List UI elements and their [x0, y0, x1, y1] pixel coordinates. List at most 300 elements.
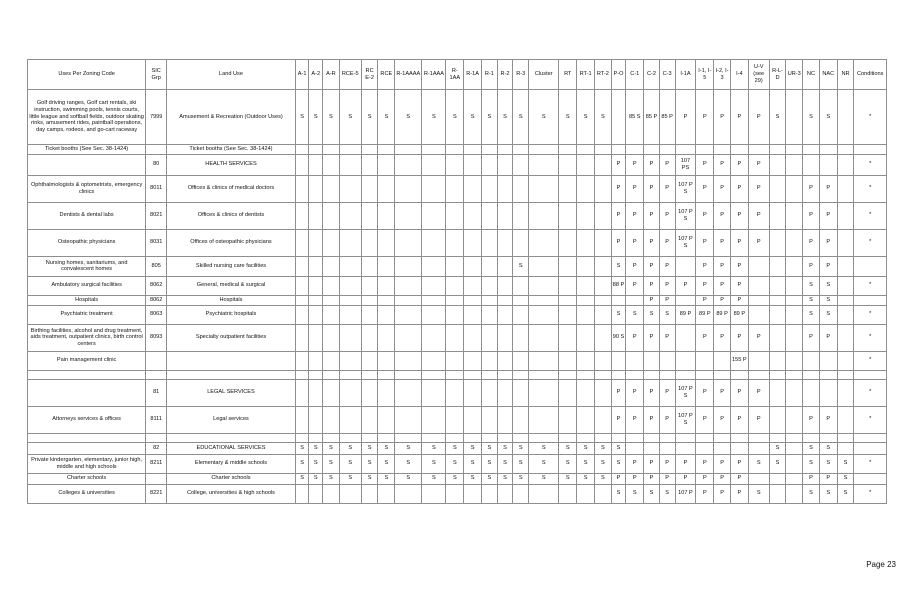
zone-cell: [422, 324, 446, 351]
zone-cell: [323, 295, 340, 305]
zone-cell: [594, 433, 611, 442]
zone-cell: [559, 154, 577, 175]
zone-cell: P: [611, 202, 626, 229]
zone-cell: S: [594, 90, 611, 145]
zone-cell: [295, 484, 309, 503]
zone-cell: [446, 202, 464, 229]
column-header: U-V (see 29): [748, 60, 769, 90]
zone-cell: 107 P S: [675, 175, 696, 202]
zone-cell: P: [675, 276, 696, 295]
zone-cell: S: [378, 473, 395, 484]
zone-cell: P: [714, 276, 731, 295]
zone-cell: [644, 433, 660, 442]
zone-cell: [769, 379, 786, 406]
zone-cell: [577, 379, 595, 406]
zone-cell: [295, 370, 309, 379]
zone-cell: [309, 154, 323, 175]
zone-cell: [482, 433, 498, 442]
column-header: RC E-2: [361, 60, 378, 90]
zone-cell: [378, 370, 395, 379]
zone-cell: [446, 351, 464, 370]
zone-cell: [395, 406, 422, 433]
zone-cell: [769, 256, 786, 276]
zone-cell: [819, 433, 837, 442]
column-header: R-3: [513, 60, 529, 90]
zone-cell: P: [803, 324, 820, 351]
zone-cell: [378, 295, 395, 305]
use-cell: Ticket booths (See Sec. 38-1424): [28, 145, 146, 155]
zone-cell: [422, 276, 446, 295]
zone-cell: [482, 175, 498, 202]
zone-cell: [786, 442, 803, 454]
zone-cell: [577, 276, 595, 295]
zone-cell: [529, 175, 559, 202]
conditions-cell: [854, 256, 887, 276]
conditions-cell: [854, 295, 887, 305]
zone-cell: [361, 145, 378, 155]
zone-cell: S: [497, 454, 513, 473]
zone-cell: [464, 229, 482, 256]
zone-cell: [482, 324, 498, 351]
zone-cell: [769, 154, 786, 175]
zone-cell: [339, 256, 361, 276]
zone-cell: P: [730, 90, 748, 145]
zone-cell: [577, 406, 595, 433]
zone-cell: [714, 351, 731, 370]
zone-cell: [395, 145, 422, 155]
column-header: R-1A: [464, 60, 482, 90]
zone-cell: [295, 406, 309, 433]
column-header: RT-2: [594, 60, 611, 90]
use-cell: Golf driving ranges, Golf cart rentals, ski instruction, swimming pools, tennis courts, little league and softball fields, outdoor skating rinks, amusement rides, paintball operations, day camps, rodeos, and go-cart raceway: [28, 90, 146, 145]
zone-cell: [594, 324, 611, 351]
conditions-cell: *: [854, 406, 887, 433]
zone-cell: [339, 229, 361, 256]
zone-cell: [378, 229, 395, 256]
table-row: [28, 351, 887, 370]
zone-cell: [497, 351, 513, 370]
zone-cell: [714, 145, 731, 155]
zone-cell: P: [730, 154, 748, 175]
zone-cell: P: [748, 324, 769, 351]
table-row: [28, 473, 887, 484]
zone-cell: [786, 90, 803, 145]
zone-cell: P: [819, 202, 837, 229]
zone-cell: [769, 276, 786, 295]
zone-cell: [323, 145, 340, 155]
zone-cell: [395, 370, 422, 379]
zone-cell: [730, 442, 748, 454]
zone-cell: S: [395, 473, 422, 484]
conditions-cell: *: [854, 324, 887, 351]
zone-cell: [819, 145, 837, 155]
zone-cell: S: [819, 295, 837, 305]
zone-cell: [786, 484, 803, 503]
zone-cell: [323, 406, 340, 433]
zone-cell: [786, 276, 803, 295]
zone-cell: P: [714, 90, 731, 145]
zone-cell: [769, 484, 786, 503]
zone-cell: P: [730, 276, 748, 295]
zone-cell: S: [803, 454, 820, 473]
column-header: A-2: [309, 60, 323, 90]
zone-cell: [748, 473, 769, 484]
zone-cell: P: [730, 202, 748, 229]
use-cell: [28, 154, 146, 175]
zone-cell: [395, 154, 422, 175]
column-header: RCE: [378, 60, 395, 90]
zone-cell: P: [714, 406, 731, 433]
zone-cell: [446, 433, 464, 442]
zone-cell: P: [626, 229, 644, 256]
zone-cell: [594, 145, 611, 155]
zone-cell: S: [803, 276, 820, 295]
zone-cell: 107 P S: [675, 202, 696, 229]
zone-cell: [339, 202, 361, 229]
zone-cell: [309, 175, 323, 202]
column-header: R-L-D: [769, 60, 786, 90]
zone-cell: [659, 433, 675, 442]
zone-cell: P: [696, 379, 714, 406]
conditions-cell: [854, 145, 887, 155]
zone-cell: [378, 175, 395, 202]
zone-cell: [497, 276, 513, 295]
zone-cell: [309, 406, 323, 433]
zone-cell: [786, 370, 803, 379]
zone-cell: [529, 145, 559, 155]
conditions-cell: *: [854, 229, 887, 256]
zone-cell: S: [837, 473, 854, 484]
conditions-cell: *: [854, 202, 887, 229]
zone-cell: P: [696, 484, 714, 503]
zone-cell: P: [696, 90, 714, 145]
zone-cell: [786, 229, 803, 256]
zone-cell: [559, 145, 577, 155]
zone-cell: P: [611, 379, 626, 406]
zone-cell: P: [730, 379, 748, 406]
header-row: [28, 60, 887, 90]
zone-cell: S: [309, 90, 323, 145]
zone-cell: [786, 379, 803, 406]
land-use-cell: Offices & clinics of dentists: [167, 202, 296, 229]
zone-cell: P: [611, 473, 626, 484]
sic-cell: 8221: [146, 484, 167, 503]
zone-cell: [529, 154, 559, 175]
zone-cell: [819, 379, 837, 406]
zone-cell: [559, 305, 577, 324]
zone-cell: [577, 154, 595, 175]
zone-cell: [464, 324, 482, 351]
zone-cell: S: [837, 454, 854, 473]
land-use-cell: LEGAL SERVICES: [167, 379, 296, 406]
zone-cell: P: [714, 295, 731, 305]
use-cell: [28, 433, 146, 442]
zone-cell: [577, 145, 595, 155]
land-use-cell: Charter schools: [167, 473, 296, 484]
zone-cell: [378, 324, 395, 351]
zone-cell: P: [659, 379, 675, 406]
zone-cell: [361, 406, 378, 433]
use-cell: Birthing facilities, alcohol and drug treatment, aids treatment, outpatient clinics, birth control centers: [28, 324, 146, 351]
zone-cell: [748, 276, 769, 295]
zone-cell: [422, 295, 446, 305]
zone-cell: [529, 406, 559, 433]
zone-cell: [323, 229, 340, 256]
zone-cell: [378, 305, 395, 324]
zone-cell: [559, 351, 577, 370]
zone-cell: [577, 202, 595, 229]
zone-cell: P: [748, 406, 769, 433]
zone-cell: [464, 351, 482, 370]
zone-cell: [395, 229, 422, 256]
zone-cell: [482, 295, 498, 305]
sic-cell: 8011: [146, 175, 167, 202]
zone-cell: P: [611, 154, 626, 175]
zone-cell: [529, 370, 559, 379]
zone-cell: [378, 433, 395, 442]
zone-cell: [482, 305, 498, 324]
table-row: [28, 229, 887, 256]
zone-cell: S: [611, 484, 626, 503]
zone-cell: [786, 256, 803, 276]
zone-cell: [529, 202, 559, 229]
zone-cell: [339, 175, 361, 202]
zone-cell: S: [361, 473, 378, 484]
zone-cell: [446, 154, 464, 175]
zone-cell: [482, 256, 498, 276]
zone-cell: [714, 433, 731, 442]
zone-cell: [339, 484, 361, 503]
zone-cell: [395, 295, 422, 305]
table-row: [28, 406, 887, 433]
zone-cell: [422, 484, 446, 503]
zone-cell: S: [644, 305, 660, 324]
zone-cell: S: [295, 442, 309, 454]
zone-cell: S: [611, 454, 626, 473]
zone-cell: S: [339, 473, 361, 484]
zone-cell: P: [626, 406, 644, 433]
zone-cell: P: [714, 175, 731, 202]
zone-cell: P: [730, 295, 748, 305]
zone-cell: P: [730, 406, 748, 433]
zone-cell: 89 P: [714, 305, 731, 324]
zone-cell: S: [659, 305, 675, 324]
zone-cell: [837, 442, 854, 454]
zone-cell: P: [644, 276, 660, 295]
zone-cell: [395, 484, 422, 503]
zone-cell: S: [594, 442, 611, 454]
zone-cell: S: [422, 442, 446, 454]
zone-cell: [559, 379, 577, 406]
zone-cell: P: [819, 473, 837, 484]
zone-cell: [309, 229, 323, 256]
zone-cell: [594, 484, 611, 503]
zone-cell: P: [659, 256, 675, 276]
zone-cell: P: [819, 229, 837, 256]
land-use-cell: Offices of osteopathic physicians: [167, 229, 296, 256]
zone-cell: P: [730, 256, 748, 276]
use-cell: [28, 379, 146, 406]
land-use-cell: [167, 351, 296, 370]
sic-cell: 8111: [146, 406, 167, 433]
zone-cell: [837, 145, 854, 155]
zone-cell: 85 P: [659, 90, 675, 145]
zone-cell: [295, 433, 309, 442]
zone-cell: [730, 145, 748, 155]
zone-cell: P: [730, 229, 748, 256]
zone-cell: [559, 433, 577, 442]
zone-cell: S: [644, 484, 660, 503]
zone-cell: [395, 175, 422, 202]
zone-cell: [696, 442, 714, 454]
zone-cell: [361, 484, 378, 503]
zone-cell: [323, 175, 340, 202]
zone-cell: [594, 256, 611, 276]
zone-cell: P: [714, 154, 731, 175]
zone-cell: [577, 305, 595, 324]
column-header: UR-3: [786, 60, 803, 90]
zone-cell: [482, 276, 498, 295]
zone-cell: [497, 433, 513, 442]
zone-cell: [422, 305, 446, 324]
sic-cell: [146, 351, 167, 370]
zone-cell: S: [819, 484, 837, 503]
use-cell: Osteopathic physicians: [28, 229, 146, 256]
column-header: RT: [559, 60, 577, 90]
zone-cell: [422, 202, 446, 229]
conditions-cell: *: [854, 154, 887, 175]
zone-cell: S: [323, 90, 340, 145]
zone-cell: S: [422, 473, 446, 484]
zone-cell: S: [513, 442, 529, 454]
zone-cell: [696, 145, 714, 155]
zone-cell: P: [714, 473, 731, 484]
zone-cell: S: [819, 305, 837, 324]
zone-cell: [769, 202, 786, 229]
zone-cell: [837, 351, 854, 370]
column-header: I-1A: [675, 60, 696, 90]
zone-cell: [786, 145, 803, 155]
zone-cell: [626, 145, 644, 155]
zone-cell: [786, 454, 803, 473]
zone-cell: S: [769, 90, 786, 145]
zone-cell: [748, 433, 769, 442]
zone-cell: S: [819, 90, 837, 145]
zone-cell: [594, 202, 611, 229]
sic-cell: [146, 145, 167, 155]
zone-cell: [748, 256, 769, 276]
column-header: R-1AA: [446, 60, 464, 90]
zone-cell: [644, 351, 660, 370]
zone-cell: [786, 324, 803, 351]
zone-cell: [803, 433, 820, 442]
zone-cell: [659, 145, 675, 155]
zone-cell: [786, 175, 803, 202]
zone-cell: [513, 305, 529, 324]
zone-cell: S: [803, 484, 820, 503]
zone-cell: 155 P: [730, 351, 748, 370]
zone-cell: S: [482, 442, 498, 454]
column-header: NC: [803, 60, 820, 90]
zone-cell: [323, 324, 340, 351]
zone-cell: P: [626, 473, 644, 484]
zone-cell: P: [626, 154, 644, 175]
zone-cell: S: [482, 473, 498, 484]
zone-cell: S: [464, 442, 482, 454]
table-row: [28, 145, 887, 155]
zone-cell: [497, 202, 513, 229]
zone-cell: P: [803, 473, 820, 484]
zone-cell: P: [714, 229, 731, 256]
zone-cell: P: [748, 175, 769, 202]
column-header: C-2: [644, 60, 660, 90]
zone-cell: [513, 484, 529, 503]
column-header: A-1: [295, 60, 309, 90]
zone-cell: [819, 154, 837, 175]
zone-cell: 107 P S: [675, 406, 696, 433]
zone-cell: [696, 433, 714, 442]
land-use-cell: [167, 370, 296, 379]
zone-cell: [323, 154, 340, 175]
zone-cell: [395, 351, 422, 370]
zone-cell: [295, 305, 309, 324]
zone-cell: [594, 406, 611, 433]
zone-cell: S: [395, 442, 422, 454]
zone-cell: [837, 202, 854, 229]
sic-cell: 81: [146, 379, 167, 406]
zone-cell: [675, 442, 696, 454]
sic-cell: 805: [146, 256, 167, 276]
zone-cell: 107 P S: [675, 229, 696, 256]
zone-cell: [769, 295, 786, 305]
zone-cell: [323, 484, 340, 503]
use-cell: Nursing homes, sanitariums, and convalescent homes: [28, 256, 146, 276]
zone-cell: [482, 202, 498, 229]
zone-cell: [837, 379, 854, 406]
zone-cell: [696, 351, 714, 370]
zone-cell: [748, 145, 769, 155]
zone-cell: 89 P: [730, 305, 748, 324]
zone-cell: [323, 351, 340, 370]
zone-cell: P: [748, 154, 769, 175]
zone-cell: [339, 305, 361, 324]
zone-cell: [395, 276, 422, 295]
zone-cell: [464, 256, 482, 276]
zone-cell: [529, 351, 559, 370]
zone-cell: [577, 324, 595, 351]
zone-cell: [559, 276, 577, 295]
zone-cell: P: [803, 406, 820, 433]
sic-cell: 7999: [146, 90, 167, 145]
zone-cell: [529, 295, 559, 305]
zone-cell: [378, 202, 395, 229]
zoning-use-table: [27, 59, 887, 504]
zone-cell: [513, 433, 529, 442]
zone-cell: [323, 379, 340, 406]
zone-cell: [323, 276, 340, 295]
zone-cell: [529, 229, 559, 256]
zone-cell: [748, 295, 769, 305]
zone-cell: 89 P: [696, 305, 714, 324]
table-row: [28, 154, 887, 175]
table-row: [28, 442, 887, 454]
zone-cell: S: [611, 305, 626, 324]
zone-cell: [361, 175, 378, 202]
zone-cell: S: [422, 90, 446, 145]
zone-cell: [513, 379, 529, 406]
zone-cell: [446, 175, 464, 202]
zone-cell: [675, 324, 696, 351]
